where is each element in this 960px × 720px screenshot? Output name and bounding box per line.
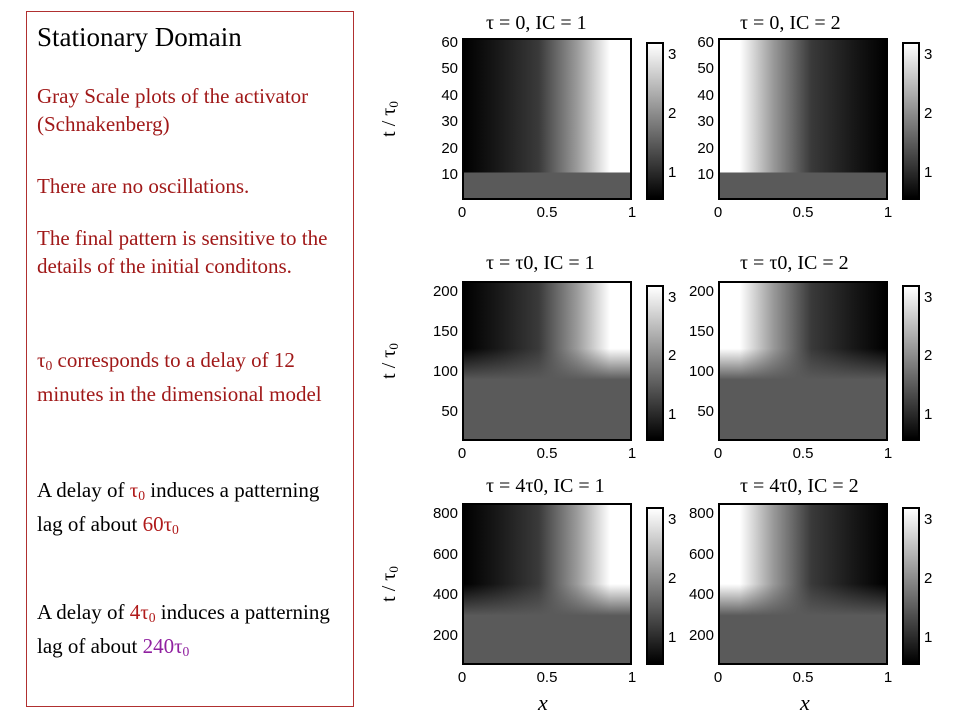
paragraph-grayscale: Gray Scale plots of the activator (Schnakenberg) [37, 84, 309, 136]
y-axis-label [378, 566, 402, 602]
x-axis-label-left: x [538, 690, 548, 715]
y-tick-label: 600 [432, 545, 458, 563]
colorbar-tick-label: 1 [668, 164, 677, 182]
y-tick-label: 200 [432, 283, 458, 300]
y-axis-label-subscript: 0 [385, 101, 401, 108]
text-box [26, 11, 354, 707]
y-tick-label: 200 [688, 283, 714, 300]
colorbar [646, 42, 664, 200]
colorbar-tick-label: 1 [924, 629, 933, 647]
heatmap-panel [462, 38, 632, 200]
x-tick-label: 1 [883, 669, 893, 686]
y-axis-label-text: t / τ [377, 107, 400, 137]
colorbar-tick-label: 1 [924, 164, 933, 182]
colorbar [902, 285, 920, 441]
y-tick-label: 50 [441, 60, 458, 78]
y-axis-label [378, 101, 402, 137]
y-tick-label: 400 [432, 586, 458, 603]
y-tick-label: 800 [688, 505, 714, 522]
x-tick-label: 0 [713, 204, 723, 221]
colorbar-tick-label: 2 [668, 570, 677, 588]
y-tick-label: 40 [441, 86, 458, 104]
x-tick-label: 0.5 [792, 669, 814, 686]
heatmap-panel [462, 281, 632, 441]
delay4-subscript: 0 [148, 610, 156, 625]
x-tick-label: 0.5 [792, 204, 814, 221]
y-tick-label: 30 [697, 113, 714, 131]
x-tick-label: 1 [627, 445, 637, 462]
x-tick-label: 0 [457, 445, 467, 462]
colorbar-tick-label: 3 [924, 46, 933, 63]
y-tick-label: 60 [697, 34, 714, 51]
colorbar [902, 507, 920, 665]
tau-symbol: τ [37, 348, 46, 372]
y-tick-label: 200 [688, 626, 714, 644]
y-tick-label: 150 [688, 323, 714, 340]
x-tick-label: 1 [883, 445, 893, 462]
x-tick-label: 1 [627, 669, 637, 686]
panel-title: τ = τ0, IC = 1 [486, 252, 595, 274]
y-tick-label: 40 [697, 86, 714, 104]
colorbar-tick-label: 3 [924, 289, 933, 306]
x-tick-label: 0 [713, 445, 723, 462]
colorbar-tick-label: 2 [924, 570, 933, 588]
paragraph-sensitive: The final pattern is sensitive to the details of the initial conditons. [37, 226, 328, 278]
delay4-prefix: A delay of [37, 600, 130, 624]
y-tick-label: 50 [441, 403, 458, 420]
panel-title: τ = τ0, IC = 2 [740, 252, 849, 274]
heatmap-panel [718, 281, 888, 441]
y-axis-label-subscript: 0 [385, 343, 401, 350]
colorbar [646, 507, 664, 665]
delay4-value-subscript: 0 [182, 644, 190, 659]
y-tick-label: 100 [432, 363, 458, 380]
y-axis-label [378, 343, 402, 379]
panel-title: τ = 0, IC = 2 [740, 12, 841, 34]
y-tick-label: 150 [432, 323, 458, 340]
delay4-middle: induces a patterning lag of about [37, 600, 330, 658]
y-tick-label: 60 [441, 34, 458, 51]
colorbar-tick-label: 2 [924, 347, 933, 365]
tau-definition-text: corresponds to a delay of 12 minutes in the dimensional model [37, 348, 322, 406]
x-axis-label-right: x [800, 690, 810, 715]
delay4-symbol: 4τ [129, 600, 149, 624]
x-tick-label: 0.5 [536, 445, 558, 462]
x-tick-label: 0.5 [792, 445, 814, 462]
y-axis-label-subscript: 0 [385, 566, 401, 573]
heatmap-panel [462, 503, 632, 665]
y-tick-label: 20 [441, 139, 458, 157]
x-tick-label: 0 [457, 669, 467, 686]
colorbar-tick-label: 1 [668, 405, 677, 423]
colorbar-tick-label: 2 [924, 105, 933, 123]
tau-subscript: 0 [45, 358, 53, 373]
paragraph-oscillations: There are no oscillations. [37, 174, 250, 198]
delay1-middle: induces a patterning lag of about [37, 478, 320, 536]
y-tick-label: 200 [432, 626, 458, 644]
colorbar [646, 285, 664, 441]
delay1-subscript: 0 [138, 488, 146, 503]
paragraph-tau-definition [37, 346, 342, 408]
y-tick-label: 30 [441, 113, 458, 131]
x-tick-label: 1 [627, 204, 637, 221]
colorbar [902, 42, 920, 200]
panel-title: τ = 4τ0, IC = 1 [486, 475, 605, 497]
heatmap-panel [718, 38, 888, 200]
delay1-value-subscript: 0 [172, 522, 179, 537]
y-tick-label: 400 [688, 586, 714, 603]
delay1-symbol: τ [129, 478, 139, 502]
panel-title: τ = 4τ0, IC = 2 [740, 475, 859, 497]
x-tick-label: 0.5 [536, 669, 558, 686]
paragraph-delay-4 [37, 598, 342, 666]
colorbar-tick-label: 3 [668, 289, 677, 306]
x-tick-label: 0 [457, 204, 467, 221]
x-tick-label: 0.5 [536, 204, 558, 221]
y-tick-label: 100 [688, 363, 714, 380]
y-tick-label: 800 [432, 505, 458, 522]
colorbar-tick-label: 2 [668, 105, 677, 123]
y-tick-label: 20 [697, 139, 714, 157]
y-tick-label: 10 [441, 166, 458, 184]
panel-title: τ = 0, IC = 1 [486, 12, 587, 34]
colorbar-tick-label: 2 [668, 347, 677, 365]
y-tick-label: 600 [688, 545, 714, 563]
x-tick-label: 1 [883, 204, 893, 221]
colorbar-tick-label: 3 [668, 511, 677, 528]
y-axis-label-text: t / τ [377, 572, 400, 602]
colorbar-tick-label: 1 [668, 629, 677, 647]
heatmap-panel [718, 503, 888, 665]
delay1-value: 60τ [142, 512, 173, 536]
slide-title: Stationary Domain [37, 22, 242, 52]
y-axis-label-text: t / τ [377, 349, 400, 379]
delay1-prefix: A delay of [37, 478, 130, 502]
x-tick-label: 0 [713, 669, 723, 686]
colorbar-tick-label: 1 [924, 405, 933, 423]
paragraph-delay-1 [37, 476, 342, 544]
delay4-value: 240τ [142, 634, 183, 658]
colorbar-tick-label: 3 [668, 46, 677, 63]
colorbar-tick-label: 3 [924, 511, 933, 528]
y-tick-label: 50 [697, 403, 714, 420]
y-tick-label: 10 [697, 166, 714, 184]
y-tick-label: 50 [697, 60, 714, 78]
